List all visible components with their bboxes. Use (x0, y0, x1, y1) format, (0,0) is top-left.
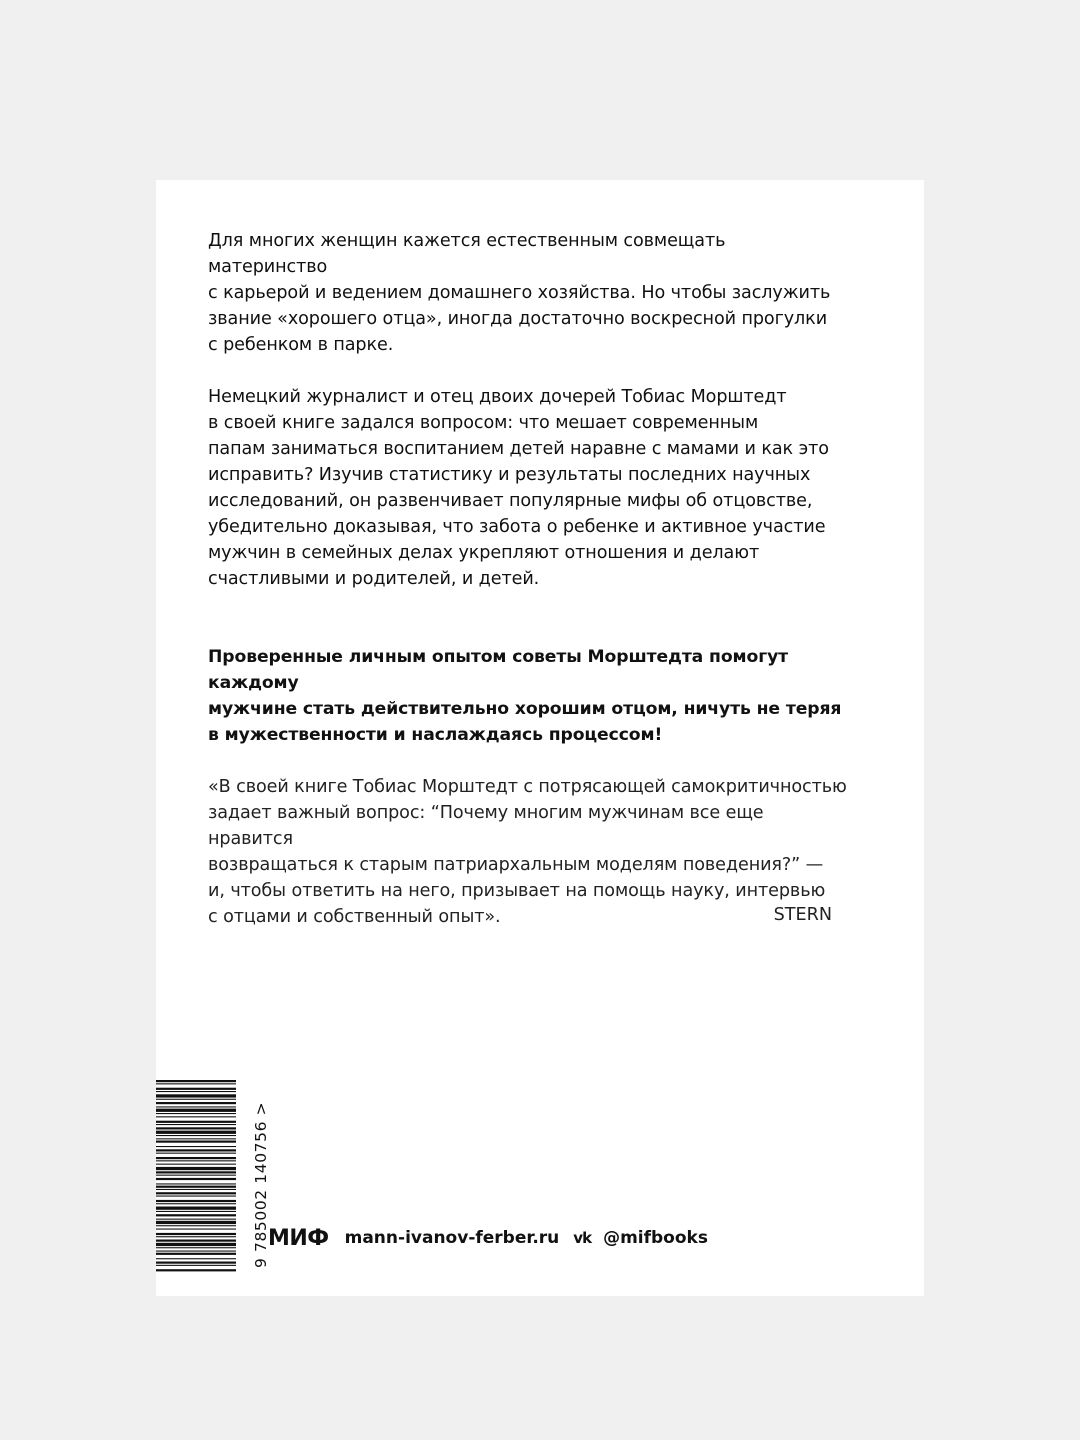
barcode-bar (156, 1196, 236, 1197)
barcode-bar (156, 1200, 236, 1202)
social-handle-link[interactable]: @mifbooks (603, 1228, 708, 1248)
publisher-website-link[interactable]: mann-ivanov-ferber.ru (344, 1228, 560, 1248)
barcode-bar (156, 1116, 236, 1117)
back-cover (156, 180, 924, 1296)
barcode-bar (156, 1099, 236, 1100)
barcode-bar (156, 1265, 236, 1266)
barcode-bar (156, 1269, 236, 1271)
barcode-bar (156, 1229, 236, 1230)
barcode-bar (156, 1167, 236, 1170)
barcode-bar (156, 1164, 236, 1165)
barcode-bar (156, 1183, 236, 1184)
barcode-bar (156, 1258, 236, 1259)
barcode-bar (156, 1109, 236, 1112)
barcode-bar (156, 1153, 236, 1154)
barcode-bar (156, 1094, 236, 1097)
barcode-bar (156, 1160, 236, 1161)
barcode-bar (156, 1102, 236, 1104)
barcode-bar (156, 1131, 236, 1134)
barcode-bar (156, 1127, 236, 1129)
barcode-bar (156, 1080, 236, 1082)
barcode-bar (156, 1240, 236, 1242)
barcode-bar (156, 1083, 236, 1084)
barcode-bar (156, 1138, 236, 1139)
barcode-bar (156, 1214, 236, 1216)
barcode-bar (156, 1253, 236, 1255)
vk-icon[interactable]: vk (573, 1229, 592, 1247)
barcode-bar (156, 1203, 236, 1204)
promise-paragraph: Проверенные личным опытом советы Морштедта помогут каждому мужчине стать действительно хорошим отцом, ничуть не теряя в мужественности и наслаждаясь процессом! (208, 647, 842, 745)
barcode-bar (156, 1124, 236, 1125)
barcode-bar (156, 1141, 236, 1143)
isbn-digits-text: 9 785002 140756 > (252, 1101, 270, 1268)
barcode-bar (156, 1251, 236, 1252)
barcode-bar (156, 1262, 236, 1264)
barcode (156, 1080, 236, 1270)
barcode-bar (156, 1149, 236, 1151)
barcode-bar (156, 1221, 236, 1224)
isbn-digits (236, 1080, 270, 1270)
barcode-bar (156, 1135, 236, 1136)
barcode-bar (156, 1088, 236, 1090)
review-quote: «В своей книге Тобиас Морштедт с потрясающей самокритичностью задает важный вопрос: “Почему многим мужчинам все еще нравится возвращаться к старым патриархальным моделям поведения?” — и, чтобы ответить на него, призывает на помощь науку, интервью с отцами и собственный опыт». (208, 777, 847, 927)
publisher-logo: МИФ (268, 1225, 329, 1251)
barcode-bar (156, 1225, 236, 1226)
barcode-bar (156, 1113, 236, 1114)
quote-source: STERN (773, 905, 832, 925)
description-paragraph: Немецкий журналист и отец двоих дочерей Тобиас Морштедт в своей книге задался вопросом: что мешает современным папам заниматься воспитанием детей наравне с мамами и как это исправить? Изучив статистику и результаты последних научных исследований, он развенчивает популярные мифы об отцовстве, убедительно доказывая, что забота о ребенке и активное участие мужчин в семейных делах укрепляют отношения и делают счастливыми и родителей, и детей. (208, 387, 829, 589)
barcode-bar (156, 1233, 236, 1235)
barcode-bar (156, 1175, 236, 1176)
barcode-bar (156, 1157, 236, 1159)
barcode-bar (156, 1207, 236, 1210)
barcode-bar (156, 1091, 236, 1092)
barcode-bar (156, 1247, 236, 1248)
barcode-bar (156, 1219, 236, 1220)
barcode-bar (156, 1106, 236, 1107)
barcode-bar (156, 1186, 236, 1188)
barcode-bar (156, 1243, 236, 1246)
barcode-bar (156, 1171, 236, 1173)
barcode-bar (156, 1146, 236, 1147)
barcode-bar (156, 1192, 236, 1194)
barcode-bar (156, 1189, 236, 1190)
barcode-bar (156, 1236, 236, 1237)
barcode-bar (156, 1121, 236, 1123)
publisher-footer (268, 1224, 708, 1252)
barcode-bar (156, 1178, 236, 1180)
intro-paragraph: Для многих женщин кажется естественным совмещать материнство с карьерой и ведением домашнего хозяйства. Но чтобы заслужить звание «хорошего отца», иногда достаточно воскресной прогулки с ребенком в парке. (208, 231, 831, 355)
barcode-bar (156, 1211, 236, 1212)
